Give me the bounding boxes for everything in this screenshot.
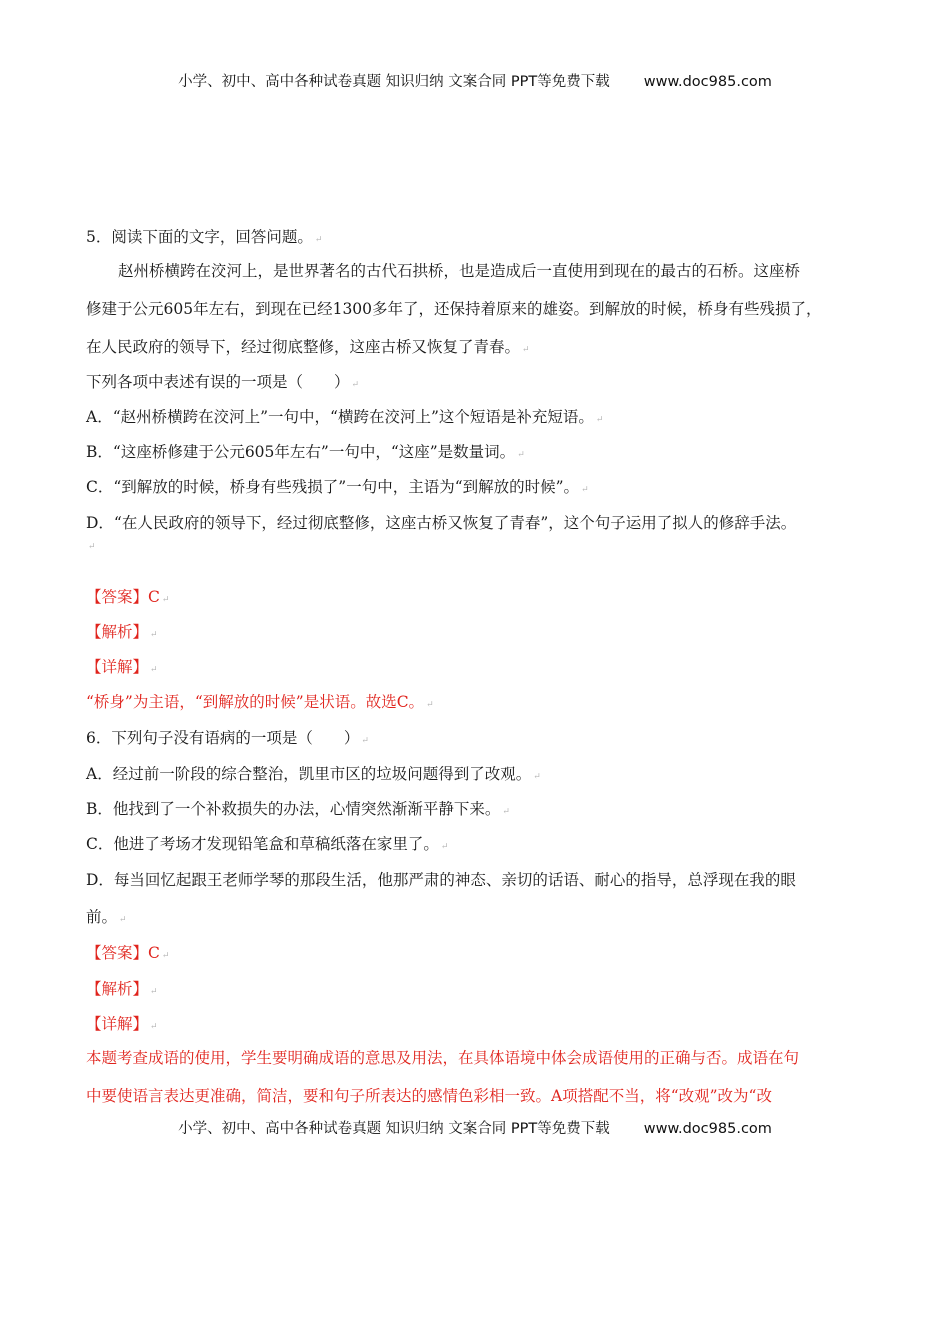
q5-option-b: B．“这座桥修建于公元605年左右”一句中，“这座”是数量词。 ↵ bbox=[86, 443, 525, 461]
q6-answer: 【答案】C ↵ bbox=[86, 944, 170, 962]
q5-stem: 5．阅读下面的文字，回答问题。 ↵ bbox=[86, 228, 323, 246]
q5-passage-line: 修建于公元605年左右，到现在已经1300多年了，还保持着原来的雄姿。到解放的时候，桥身有些残损了， bbox=[86, 300, 822, 318]
q5-answer: 【答案】C ↵ bbox=[86, 588, 170, 606]
q6-analysis: 【解析】 ↵ bbox=[86, 980, 158, 998]
q6-option-d: D．每当回忆起跟王老师学琴的那段生活，他那严肃的神态、亲切的话语、耐心的指导，总浮现在我的眼 bbox=[86, 871, 796, 889]
page-footer bbox=[0, 1117, 950, 1138]
q5-option-a: A．“赵州桥横跨在洨河上”一句中，“横跨在洨河上”这个短语是补充短语。 ↵ bbox=[86, 408, 604, 426]
q6-option-c: C．他进了考场才发现铅笔盒和草稿纸落在家里了。 ↵ bbox=[86, 835, 449, 853]
header-site[interactable]: www.doc985.com bbox=[643, 74, 772, 90]
q5-explanation: “桥身”为主语，“到解放的时候”是状语。故选C。 ↵ bbox=[86, 693, 434, 711]
q6-explanation-line: 中要使语言表达更准确，简洁，要和句子所表达的感情色彩相一致。A项搭配不当，将“改观”改为“改 bbox=[86, 1087, 772, 1105]
page-header bbox=[0, 70, 950, 91]
q5-passage-line: 在人民政府的领导下，经过彻底整修，这座古桥又恢复了青春。 ↵ bbox=[86, 338, 530, 356]
q6-explanation-line: 本题考查成语的使用，学生要明确成语的意思及用法，在具体语境中体会成语使用的正确与否。成语在句 bbox=[86, 1049, 800, 1067]
q6-option-b: B．他找到了一个补救损失的办法，心情突然渐渐平静下来。 ↵ bbox=[86, 800, 510, 818]
q5-prompt: 下列各项中表述有误的一项是（ ） ↵ bbox=[86, 373, 360, 391]
q5-analysis: 【解析】 ↵ bbox=[86, 623, 158, 641]
q5-option-d-mark: ↵ bbox=[88, 542, 96, 552]
q5-passage-line: 赵州桥横跨在洨河上，是世界著名的古代石拱桥，也是造成后一直使用到现在的最古的石桥。这座桥 bbox=[118, 262, 801, 280]
q5-option-d: D．“在人民政府的领导下，经过彻底整修，这座古桥又恢复了青春”，这个句子运用了拟人的修辞手法。 bbox=[86, 514, 797, 532]
q6-option-a: A．经过前一阶段的综合整治，凯里市区的垃圾问题得到了改观。 ↵ bbox=[86, 765, 541, 783]
footer-text: 小学、初中、高中各种试卷真题 知识归纳 文案合同 PPT等免费下载 bbox=[178, 1121, 610, 1137]
footer-site[interactable]: www.doc985.com bbox=[643, 1121, 772, 1137]
q6-stem: 6．下列句子没有语病的一项是（ ） ↵ bbox=[86, 729, 369, 747]
header-text: 小学、初中、高中各种试卷真题 知识归纳 文案合同 PPT等免费下载 bbox=[178, 74, 610, 90]
q6-option-d-cont: 前。 ↵ bbox=[86, 908, 127, 926]
q5-detail: 【详解】 ↵ bbox=[86, 658, 158, 676]
q6-detail: 【详解】 ↵ bbox=[86, 1015, 158, 1033]
q5-option-c: C．“到解放的时候，桥身有些残损了”一句中，主语为“到解放的时候”。 ↵ bbox=[86, 478, 589, 496]
